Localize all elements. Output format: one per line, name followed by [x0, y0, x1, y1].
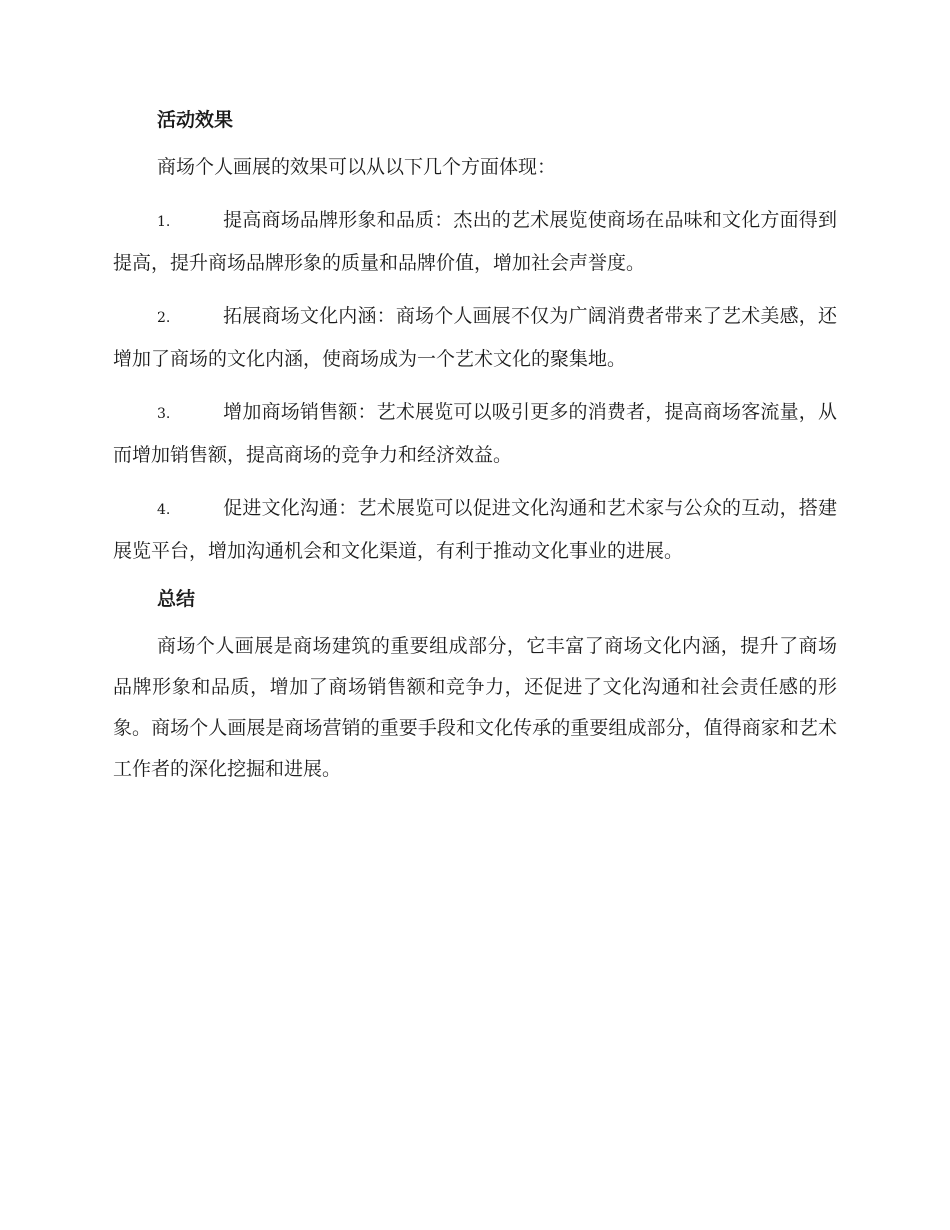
section-heading-effects: 活动效果 [157, 109, 234, 131]
list-item [113, 200, 837, 284]
list-item-text: 提高商场品牌形象和品质：杰出的艺术展览使商场在品味和文化方面得到提高，提升商场品牌形象的质量和品牌价值，增加社会声誉度。 [113, 209, 837, 274]
document-page [113, 105, 837, 802]
list-item-number: 4. [157, 502, 171, 518]
list-item-number: 3. [157, 406, 171, 422]
list-item [113, 488, 837, 572]
list-item-number: 2. [157, 310, 171, 326]
effects-intro: 商场个人画展的效果可以从以下几个方面体现： [157, 156, 557, 178]
list-item-text: 拓展商场文化内涵：商场个人画展不仅为广阔消费者带来了艺术美感，还增加了商场的文化内涵，使商场成为一个艺术文化的聚集地。 [113, 305, 837, 370]
summary-paragraph: 商场个人画展是商场建筑的重要组成部分，它丰富了商场文化内涵，提升了商场品牌形象和品质，增加了商场销售额和竞争力，还促进了文化沟通和社会责任感的形象。商场个人画展是商场营销的重要手段和文化传承的重要组成部分，值得商家和艺术工作者的深化挖掘和进展。 [113, 635, 837, 780]
list-item-text: 增加商场销售额：艺术展览可以吸引更多的消费者，提高商场客流量，从而增加销售额，提高商场的竞争力和经济效益。 [113, 401, 837, 466]
list-item [113, 392, 837, 476]
section-heading-summary: 总结 [157, 588, 196, 610]
list-item-number: 1. [157, 214, 171, 230]
list-item-text: 促进文化沟通：艺术展览可以促进文化沟通和艺术家与公众的互动，搭建展览平台，增加沟通机会和文化渠道，有利于推动文化事业的进展。 [113, 497, 837, 562]
list-item [113, 296, 837, 380]
